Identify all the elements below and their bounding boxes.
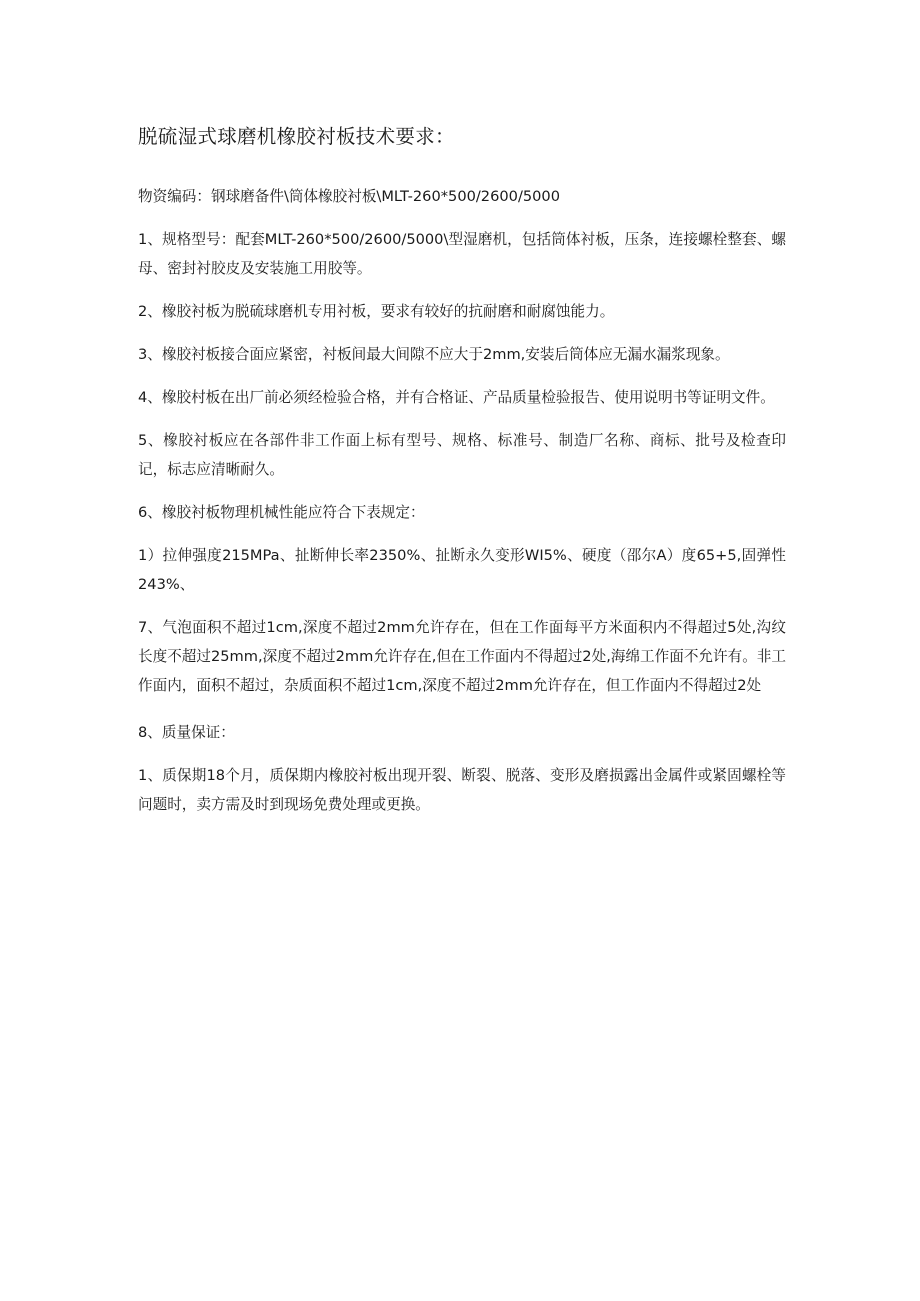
document-body <box>138 122 786 833</box>
spec-item-3: 3、橡胶衬板接合面应紧密，衬板间最大间隙不应大于2mm,安装后筒体应无漏水漏浆现象。 <box>138 346 730 363</box>
physical-properties: 1）拉伸强度215MPa、扯断伸长率2350%、扯断永久变形WI5%、硬度（邵尔A）度65+5,固弹性243%、 <box>138 547 786 593</box>
spec-item-6: 6、橡胶衬板物理机械性能应符合下表规定： <box>138 504 425 521</box>
spec-item-7: 7、气泡面积不超过1cm,深度不超过2mm允许存在，但在工作面每平方米面积内不得超过5处,沟纹长度不超过25mm,深度不超过2mm允许存在,但在工作面内不得超过2处,海绵工作面不允许有。非工作面内，面积不超过，杂质面积不超过1cm,深度不超过2mm允许存在，但工作面内不得超过2处 <box>138 619 786 694</box>
warranty-terms: 1、质保期18个月，质保期内橡胶衬板出现开裂、断裂、脱落、变形及磨损露出金属件或紧固螺栓等问题时，卖方需及时到现场免费处理或更换。 <box>138 767 786 813</box>
material-code: 物资编码：钢球磨备件\筒体橡胶衬板\MLT-260*500/2600/5000 <box>138 188 561 205</box>
spec-item-5: 5、橡胶衬板应在各部件非工作面上标有型号、规格、标准号、制造厂名称、商标、批号及检查印记，标志应清晰耐久。 <box>138 432 786 478</box>
spec-item-2: 2、橡胶衬板为脱硫球磨机专用衬板，要求有较好的抗耐磨和耐腐蚀能力。 <box>138 303 615 320</box>
quality-guarantee-heading: 8、质量保证： <box>138 724 235 741</box>
spec-item-4: 4、橡胶村板在出厂前必须经检验合格，并有合格证、产品质量检验报告、使用说明书等证明文件。 <box>138 389 775 406</box>
spec-item-1: 1、规格型号：配套MLT-260*500/2600/5000\型湿磨机，包括筒体衬板，压条，连接螺栓整套、螺母、密封衬胶皮及安装施工用胶等。 <box>138 231 786 277</box>
document-title: 脱硫湿式球磨机橡胶衬板技术要求： <box>138 125 455 148</box>
